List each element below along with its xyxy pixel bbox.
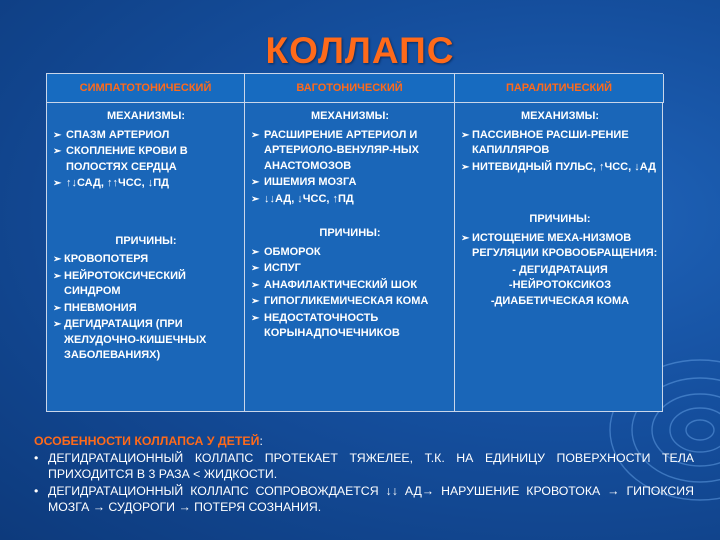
list-item: ➢ РАСШИРЕНИЕ АРТЕРИОЛ И АРТЕРИОЛО-ВЕНУЛЯР-НЫХ АНАСТОМОЗОВ: [251, 128, 449, 175]
list-item: ➢ ИШЕМИЯ МОЗГА: [251, 175, 449, 191]
mechanisms-title: МЕХАНИЗМЫ:: [310, 110, 390, 122]
column-paralytic: [455, 103, 664, 411]
list-item: ➢ НЕДОСТАТОЧНОСТЬ КОРЫНАДПОЧЕЧНИКОВ: [251, 311, 449, 342]
causes-title: ПРИЧИНЫ:: [529, 213, 591, 225]
mechanisms-title: МЕХАНИЗМЫ:: [520, 110, 600, 122]
list-item: ➢ ОБМОРОК: [251, 245, 449, 261]
causes-title: ПРИЧИНЫ:: [115, 234, 177, 247]
list-item: ➢ АНАФИЛАКТИЧЕСКИЙ ШОК: [251, 278, 449, 294]
children-notes: [34, 433, 694, 516]
column-sympathotonic: [47, 103, 245, 411]
list-item: ➢ ПАССИВНОЕ РАСШИ-РЕНИЕ КАПИЛЛЯРОВ: [461, 128, 659, 159]
header-sympathotonic: СИМПАТОТОНИЧЕСКИЙ: [47, 74, 245, 103]
list-item: ➢ СПАЗМ АРТЕРИОЛ: [53, 128, 239, 144]
list-item: - ДЕГИДРАТАЦИЯ: [512, 263, 608, 276]
note-item: • ДЕГИДРАТАЦИОННЫЙ КОЛЛАПС СОПРОВОЖДАЕТСЯ ↓↓ АД→ НАРУШЕНИЕ КРОВОТОКА → ГИПОКСИЯ МОЗГА → СУДОРОГИ → ПОТЕРЯ СОЗНАНИЯ.: [34, 483, 694, 516]
collapse-types-table: [46, 73, 663, 412]
column-vagotonic: [245, 103, 455, 411]
list-item: ➢ ПНЕВМОНИЯ: [53, 301, 239, 317]
list-item: ➢ ДЕГИДРАТАЦИЯ (ПРИ ЖЕЛУДОЧНО-КИШЕЧНЫХ ЗАБОЛЕВАНИЯХ): [53, 317, 239, 364]
list-item: ➢ НЕЙРОТОКСИЧЕСКИЙ СИНДРОМ: [53, 269, 239, 300]
notes-heading: ОСОБЕННОСТИ КОЛЛАПСА У ДЕТЕЙ:: [34, 434, 263, 448]
list-item: ➢ СКОПЛЕНИЕ КРОВИ В ПОЛОСТЯХ СЕРДЦА: [53, 144, 239, 175]
list-item: ➢ КРОВОПОТЕРЯ: [53, 252, 239, 268]
header-paralytic: ПАРАЛИТИЧЕСКИЙ: [455, 74, 664, 103]
page-title: КОЛЛАПС: [265, 30, 455, 71]
causes-title: ПРИЧИНЫ:: [319, 227, 381, 239]
list-item: ➢ ИСТОЩЕНИЕ МЕХА-НИЗМОВ РЕГУЛЯЦИИ КРОВООБРАЩЕНИЯ:: [461, 231, 659, 262]
list-item: -ДИАБЕТИЧЕСКАЯ КОМА: [490, 294, 630, 307]
note-item: • ДЕГИДРАТАЦИОННЫЙ КОЛЛАПС ПРОТЕКАЕТ ТЯЖЕЛЕЕ, Т.К. НА ЕДИНИЦУ ПОВЕРХНОСТИ ТЕЛА ПРИХОДИТСЯ В 3 РАЗА < ЖИДКОСТИ.: [34, 450, 694, 483]
list-item: ➢ ГИПОГЛИКЕМИЧЕСКАЯ КОМА: [251, 294, 449, 310]
list-item: ➢ НИТЕВИДНЫЙ ПУЛЬС, ↑ЧСС, ↓АД: [461, 160, 659, 176]
list-item: ➢ ИСПУГ: [251, 261, 449, 277]
mechanisms-title: МЕХАНИЗМЫ:: [106, 110, 186, 122]
list-item: ➢ ↑↓САД, ↑↑ЧСС, ↓ПД: [53, 176, 239, 192]
list-item: -НЕЙРОТОКСИКОЗ: [508, 279, 612, 291]
list-item: ➢ ↓↓АД, ↓ЧСС, ↑ПД: [251, 192, 449, 208]
header-vagotonic: ВАГОТОНИЧЕСКИЙ: [245, 74, 455, 103]
